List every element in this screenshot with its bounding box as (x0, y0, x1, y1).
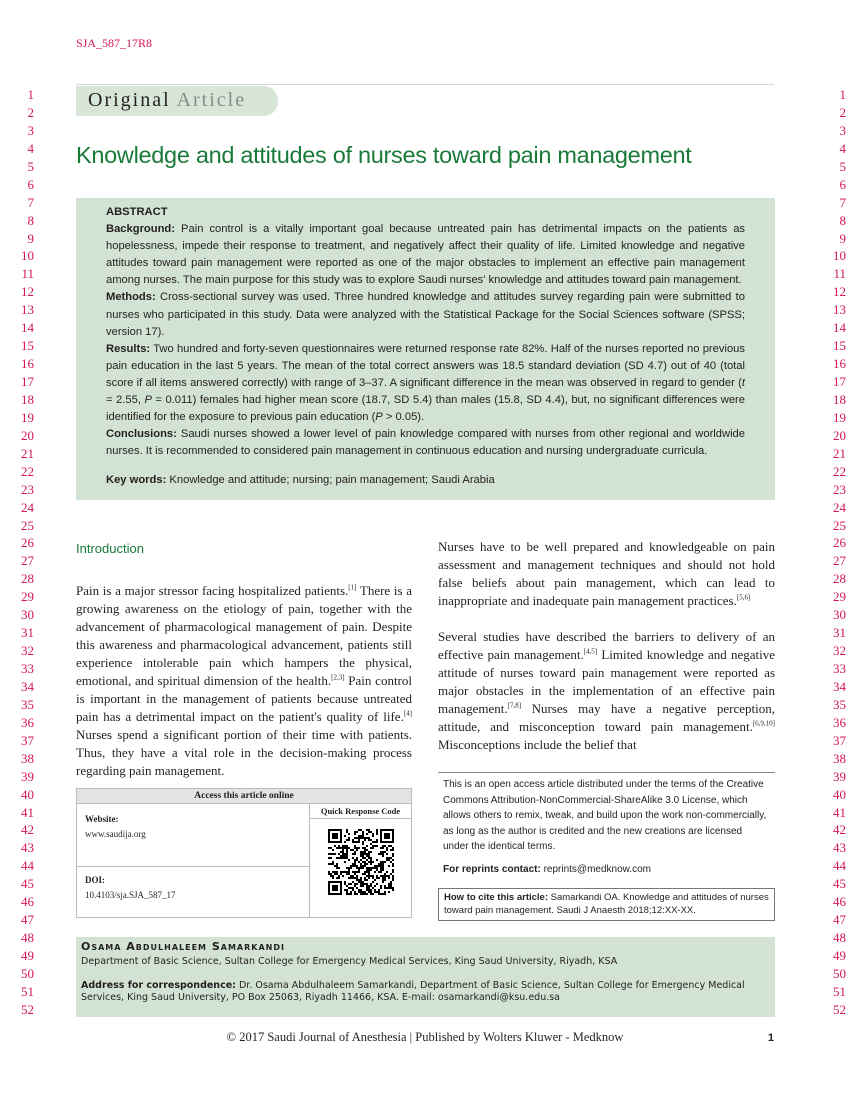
line-number: 41 (833, 804, 846, 820)
line-number: 32 (21, 643, 34, 659)
intro-text: Nurses spend a significant portion of their time with patients. Thus, they have a vital role in the decision-making process regarding pain management. (76, 727, 412, 778)
author-affiliation: Department of Basic Science, Sultan College for Emergency Medical Services, King Saud University, Riyadh, KSA (81, 956, 618, 967)
keywords-text: Knowledge and attitude; nursing; pain management; Saudi Arabia (169, 474, 495, 487)
citation-ref[interactable]: [7,8] (507, 701, 522, 710)
line-number: 25 (21, 517, 34, 533)
line-number: 28 (21, 571, 34, 587)
abstract-methods (106, 289, 745, 340)
line-number: 49 (21, 948, 34, 963)
line-number: 42 (833, 822, 846, 838)
line-number: 38 (21, 750, 34, 766)
article-title: Knowledge and attitudes of nurses toward pain management (76, 142, 692, 168)
intro-text: Several studies have described the barriers to delivery of an effective pain management. (438, 629, 775, 662)
line-number: 11 (833, 266, 846, 282)
line-number: 26 (833, 535, 846, 551)
reprints-email[interactable]: reprints@medknow.com (543, 863, 651, 875)
line-number: 24 (21, 499, 34, 515)
line-number: 12 (21, 284, 34, 300)
line-number: 30 (833, 607, 846, 623)
line-number: 42 (21, 822, 34, 838)
line-number: 19 (21, 409, 34, 425)
line-number: 18 (833, 391, 846, 407)
line-number: 10 (21, 248, 34, 264)
results-text-b: = 2.55, (106, 394, 145, 407)
page-number: 1 (767, 1032, 774, 1044)
doi-label: DOI: (85, 875, 105, 885)
line-number: 35 (21, 696, 34, 712)
abstract-keywords (106, 472, 745, 489)
line-number: 13 (21, 302, 34, 318)
line-number: 17 (833, 374, 846, 389)
results-t-symbol: t (741, 376, 745, 389)
line-number: 24 (833, 499, 846, 515)
line-number: 49 (833, 948, 846, 963)
abstract-conclusions (106, 426, 745, 460)
reprints-line (443, 862, 770, 878)
line-numbers-left (4, 86, 34, 1019)
line-number: 44 (833, 858, 846, 874)
line-number: 45 (21, 876, 34, 892)
line-number: 4 (839, 140, 846, 156)
intro-text: There is a growing awareness on the etiology of pain, together with the advancement of pharmacological management of pain. Despite this awareness and pharmacological advancement, patients still experience intolerable pain which hampers the physical, emotional, and spiritual dimension of the health. (76, 583, 412, 688)
line-number: 29 (21, 589, 34, 605)
line-number: 12 (833, 284, 846, 300)
line-number: 21 (833, 445, 846, 461)
line-number: 37 (833, 732, 846, 748)
line-number: 35 (833, 696, 846, 712)
qr-code-icon[interactable] (328, 829, 394, 895)
line-number: 3 (839, 122, 846, 138)
line-number: 7 (27, 194, 34, 210)
background-text: Pain control is a vitally important goal because untreated pain has detrimental impacts on the patients as hopelessness, impede their response to treatment, and negatively affect their quality of life. Limited knowledge and negative attitudes toward pain management were reported as one of the major obstacles to implement an effective pain management among nurses. The main purpose for this study was to explore Saudi nurses' knowledge and attitudes toward pain management. (106, 223, 746, 287)
license-text: This is an open access article distributed under the terms of the Creative Commons Attribution-NonCommercial-ShareAlike 3.0 License, which allows others to remix, tweak, and build upon the work non-commercially, as long as the author is credited and the new creations are licensed under the identical terms. (443, 779, 767, 852)
citation-ref[interactable]: [4,5] (583, 647, 598, 656)
citation-ref[interactable]: [5,6] (736, 593, 751, 602)
line-number: 50 (833, 965, 846, 981)
doi-link[interactable]: 10.4103/sja.SJA_587_17 (85, 890, 176, 900)
results-p-symbol: P (144, 394, 152, 407)
line-number: 43 (21, 840, 34, 856)
article-type-tab (76, 86, 278, 116)
line-number: 21 (21, 445, 34, 461)
website-label: Website: (85, 814, 119, 824)
conclusions-label: Conclusions: (106, 428, 177, 441)
line-number: 5 (27, 158, 34, 174)
results-text-c: = 0.011) females had higher mean score (18.7, SD 5.4) than males (15.8, SD 4.4), but, no significant differences were identified for the exposure to previous pain education ( (106, 394, 745, 424)
line-number: 4 (27, 140, 34, 156)
line-number: 16 (833, 356, 846, 372)
line-number: 39 (833, 768, 846, 784)
citation-ref[interactable]: [2,3] (331, 673, 345, 682)
line-number: 47 (21, 912, 34, 928)
line-number: 2 (839, 104, 846, 120)
line-number: 36 (21, 714, 34, 730)
line-number: 9 (27, 230, 34, 246)
citation-box (438, 888, 775, 921)
line-number: 6 (27, 176, 34, 192)
line-number: 6 (839, 176, 846, 192)
line-number: 16 (21, 356, 34, 372)
keywords-label: Key words: (106, 474, 167, 487)
line-number: 7 (839, 194, 846, 210)
line-number: 22 (833, 463, 846, 479)
line-number: 23 (21, 481, 34, 497)
line-number: 1 (27, 87, 34, 102)
citation-ref[interactable]: [4] (403, 709, 412, 718)
line-number: 26 (21, 535, 34, 551)
access-box-heading: Access this article online (77, 789, 411, 804)
methods-text: Cross-sectional survey was used. Three hundred knowledge and attitudes survey regarding pain were submitted to nurses who participated in this study. Data were analyzed with the Statistical Package for the Social Sciences software (SPSS; version 17). (106, 291, 745, 338)
citation-ref[interactable]: [6,9,10] (752, 719, 775, 728)
access-online-box (76, 788, 412, 918)
line-number: 36 (833, 714, 846, 730)
qr-label: Quick Response Code (310, 804, 411, 819)
line-number: 34 (21, 678, 34, 694)
page-footer: © 2017 Saudi Journal of Anesthesia | Published by Wolters Kluwer - Medknow (226, 1030, 624, 1044)
line-number: 50 (21, 965, 34, 981)
abstract-box (76, 198, 775, 500)
line-number: 29 (833, 589, 846, 605)
line-number: 45 (833, 876, 846, 892)
line-number: 2 (27, 104, 34, 120)
line-number: 22 (21, 463, 34, 479)
line-number: 15 (21, 338, 34, 354)
line-number: 23 (833, 481, 846, 497)
results-text-d: > 0.05). (382, 411, 425, 424)
abstract-background (106, 221, 745, 289)
intro-text: Nurses have to be well prepared and knowledgeable on pain assessment and management techniques and should not hold false beliefs about pain management, which can lead to inappropriate and inadequate pain management practices. (438, 539, 775, 608)
header-rule (76, 84, 774, 85)
line-numbers-right (816, 86, 846, 1019)
conclusions-text: Saudi nurses showed a lower level of pain knowledge compared with nurses from other regional and worldwide nurses. It is recommended to considered pain management in continuous education and nursing undergraduate curricula. (106, 428, 746, 458)
line-number: 20 (21, 427, 34, 443)
abstract-results (106, 341, 745, 426)
line-number: 19 (833, 409, 846, 425)
left-column (76, 538, 412, 798)
results-label: Results: (106, 342, 151, 355)
line-number: 27 (833, 553, 846, 569)
intro-paragraph-2 (438, 538, 775, 610)
line-number: 31 (21, 625, 34, 641)
intro-text: Pain control is important in the management of patients because untreated pain has a detrimental impact on the patient's quality of life. (76, 673, 412, 724)
line-number: 48 (21, 930, 34, 946)
line-number: 14 (21, 320, 34, 336)
citation-label: How to cite this article: (444, 892, 548, 903)
line-number: 27 (21, 553, 34, 569)
line-number: 28 (833, 571, 846, 587)
line-number: 41 (21, 804, 34, 820)
line-number: 51 (21, 983, 34, 999)
results-p-symbol-2: P (375, 411, 383, 424)
line-number: 44 (21, 858, 34, 874)
line-number: 52 (21, 1001, 34, 1017)
line-number: 47 (833, 912, 846, 928)
background-label: Background: (106, 223, 175, 236)
line-number: 5 (839, 158, 846, 174)
website-link[interactable]: www.saudija.org (85, 829, 146, 839)
line-number: 10 (833, 248, 846, 264)
line-number: 33 (833, 661, 846, 676)
correspondence-label: Address for correspondence: (81, 980, 236, 991)
manuscript-id: SJA_587_17R8 (76, 36, 153, 50)
line-number: 34 (833, 678, 846, 694)
line-number: 52 (833, 1001, 846, 1017)
line-number: 1 (839, 87, 846, 102)
line-number: 38 (833, 750, 846, 766)
line-number: 40 (833, 786, 846, 802)
intro-paragraph-1 (76, 582, 412, 780)
line-number: 8 (27, 212, 34, 228)
article-type-word2: Article (176, 89, 247, 111)
correspondence (81, 980, 765, 1004)
line-number: 11 (21, 266, 34, 282)
author-box (76, 937, 775, 1017)
line-number: 33 (21, 661, 34, 676)
line-number: 14 (833, 320, 846, 336)
intro-text: Misconceptions include the belief that (438, 737, 637, 752)
citation-ref[interactable]: [1] (348, 583, 357, 592)
author-name: Osama Abdulhaleem Samarkandi (81, 940, 285, 953)
intro-text: Pain is a major stressor facing hospitalized patients. (76, 583, 349, 598)
line-number: 30 (21, 607, 34, 623)
intro-text: Limited knowledge and negative attitude of nurses toward pain management were reported as major obstacles in the implementation of an effective pain management. (438, 647, 775, 716)
line-number: 46 (833, 894, 846, 910)
line-number: 40 (21, 786, 34, 802)
line-number: 43 (833, 840, 846, 856)
line-number: 13 (833, 302, 846, 318)
line-number: 39 (21, 768, 34, 784)
citation-text: Samarkandi OA. Knowledge and attitudes of nurses toward pain management. Saudi J Anaesth 2018;12:XX-XX. (444, 892, 769, 916)
license-note (438, 772, 775, 877)
line-number: 31 (833, 625, 846, 641)
abstract-heading: ABSTRACT (106, 206, 168, 218)
correspondence-text: Dr. Osama Abdulhaleem Samarkandi, Department of Basic Science, Sultan College for Emergency Medical Services, King Saud University, PO Box 25063, Riyadh 11466, KSA. E-mail: osamarkandi@ksu.edu.sa (81, 980, 745, 1003)
intro-paragraph-3 (438, 628, 775, 754)
right-column (438, 538, 775, 772)
line-number: 37 (21, 732, 34, 748)
line-number: 18 (21, 391, 34, 407)
article-type-word1: Original (88, 89, 171, 111)
line-number: 3 (27, 122, 34, 138)
line-number: 20 (833, 427, 846, 443)
intro-text: Nurses may have a negative perception, attitude, and misconception toward pain management. (438, 701, 775, 734)
line-number: 15 (833, 338, 846, 354)
line-number: 32 (833, 643, 846, 659)
introduction-heading: Introduction (76, 541, 144, 556)
methods-label: Methods: (106, 291, 156, 304)
reprints-label: For reprints contact: (443, 863, 541, 875)
line-number: 9 (839, 230, 846, 246)
line-number: 51 (833, 983, 846, 999)
line-number: 17 (21, 374, 34, 389)
line-number: 46 (21, 894, 34, 910)
line-number: 8 (839, 212, 846, 228)
line-number: 25 (833, 517, 846, 533)
line-number: 48 (833, 930, 846, 946)
results-text-a: Two hundred and forty-seven questionnaires were returned response rate 82%. Half of the nurses reported no previous pain education in the last 5 years. The mean of the total correct answers was 18.5 standard deviation (SD 4.7) out of 40 (total score if all items answered correctly) with range of 3–37. A significant difference in the mean was observed in regard to gender ( (106, 342, 745, 389)
